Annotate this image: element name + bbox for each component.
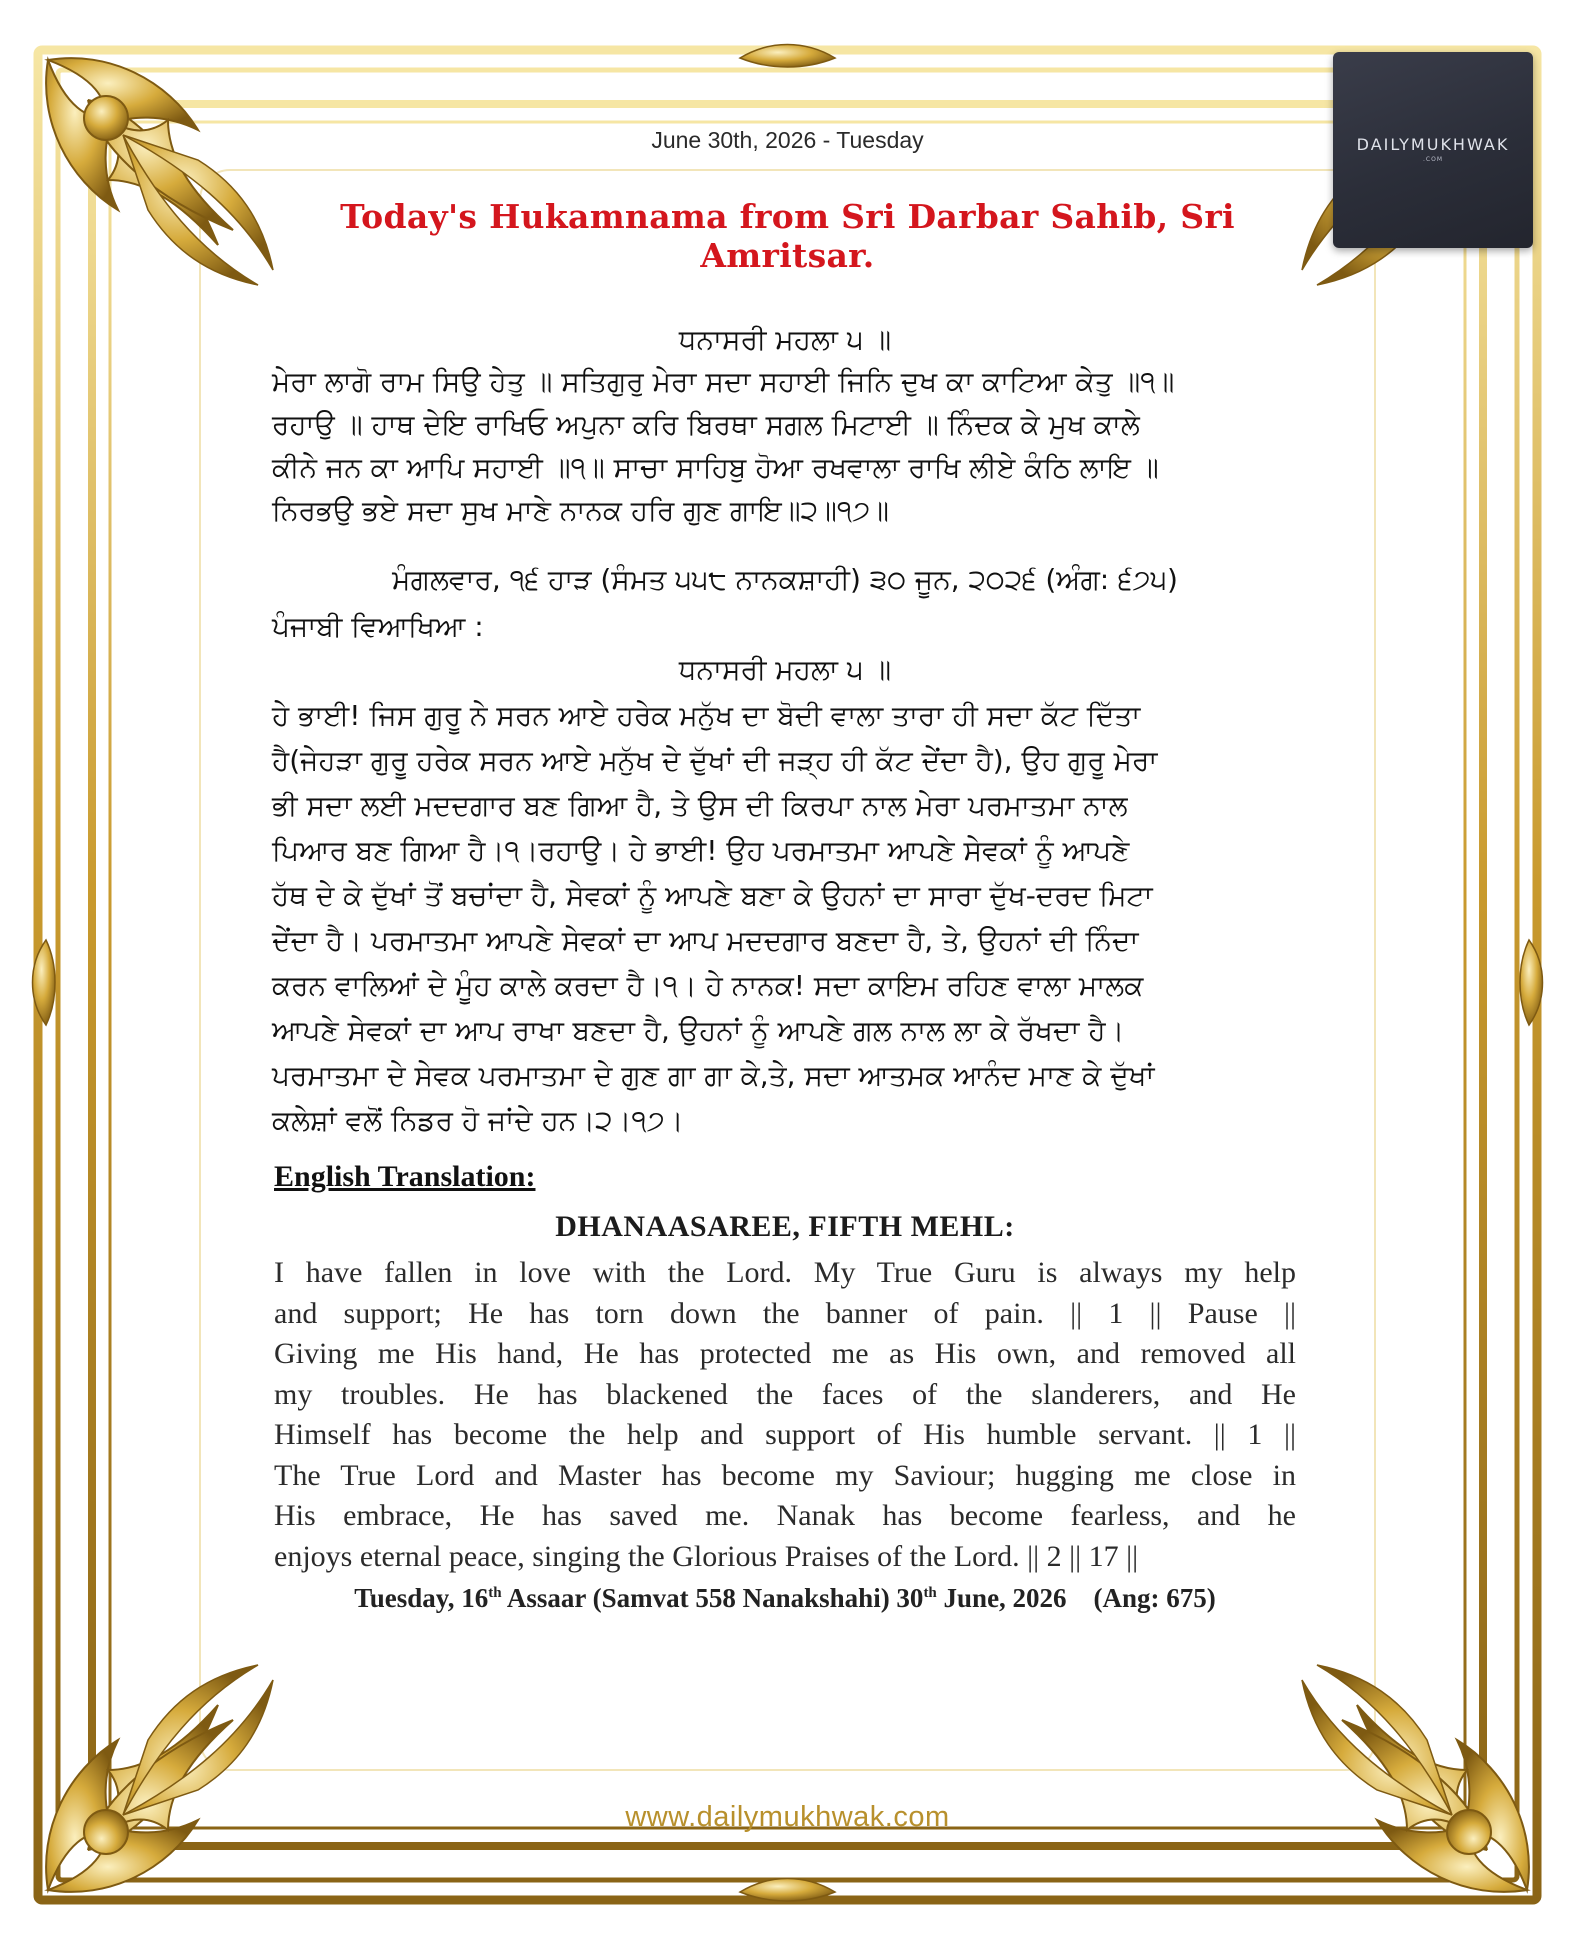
date-day: Tuesday, 16: [354, 1583, 489, 1613]
gurbani-heading: ਧਨਾਸਰੀ ਮਹਲਾ ੫ ॥: [678, 323, 892, 356]
explanation-line: ਹੈ(ਜੇਹੜਾ ਗੁਰੂ ਹਰੇਕ ਸਰਨ ਆਏ ਮਨੁੱਖ ਦੇ ਦੁੱਖਾਂ ਦੀ ਜੜ੍ਹ ਹੀ ਕੱਟ ਦੇਂਦਾ ਹੈ), ਉਹ ਗੁਰੂ ਮੇਰਾ: [272, 744, 1158, 777]
translation-line: enjoys eternal peace, singing the Glorious Praises of the Lord. || 2 || 17 ||: [274, 1539, 1139, 1573]
explanation-line: ਪਿਆਰ ਬਣ ਗਿਆ ਹੈ।੧।ਰਹਾਉ। ਹੇ ਭਾਈ! ਉਹ ਪਰਮਾਤਮਾ ਆਪਣੇ ਸੇਵਕਾਂ ਨੂੰ ਆਪਣੇ: [272, 834, 1130, 867]
translation-line: my troubles. He has blackened the faces of the slanderers, and He: [274, 1377, 1296, 1411]
explanation-line: ਦੇਂਦਾ ਹੈ। ਪਰਮਾਤਮਾ ਆਪਣੇ ਸੇਵਕਾਂ ਦਾ ਆਪ ਮਦਦਗਾਰ ਬਣਦਾ ਹੈ, ਤੇ, ਉਹਨਾਂ ਦੀ ਨਿੰਦਾ: [272, 924, 1139, 957]
date-mid-suffix: th: [923, 1585, 937, 1601]
english-heading: DHANAASAREE, FIFTH MEHL:: [555, 1210, 1015, 1243]
gurbani-line: ਮੇਰਾ ਲਾਗੋ ਰਾਮ ਸਿਉ ਹੇਤੁ ॥ ਸਤਿਗੁਰੁ ਮੇਰਾ ਸਦਾ ਸਹਾਈ ਜਿਨਿ ਦੁਖ ਕਾ ਕਾਟਿਆ ਕੇਤੁ ॥੧॥: [272, 365, 1175, 398]
logo-subtext: .COM: [1423, 156, 1443, 163]
punjabi-date-line: ਮੰਗਲਵਾਰ, ੧੬ ਹਾੜ (ਸੰਮਤ ੫੫੮ ਨਾਨਕਸ਼ਾਹੀ) ੩੦ ਜੂਨ, ੨੦੨੬ (ਅੰਗ: ੬੭੫): [392, 563, 1178, 596]
date-day-suffix: th: [488, 1585, 502, 1601]
explanation-line: ਕਰਨ ਵਾਲਿਆਂ ਦੇ ਮੂੰਹ ਕਾਲੇ ਕਰਦਾ ਹੈ।੧। ਹੇ ਨਾਨਕ! ਸਦਾ ਕਾਇਮ ਰਹਿਣ ਵਾਲਾ ਮਾਲਕ: [272, 969, 1144, 1002]
explanation-line: ਪਰਮਾਤਮਾ ਦੇ ਸੇਵਕ ਪਰਮਾਤਮਾ ਦੇ ਗੁਣ ਗਾ ਗਾ ਕੇ,ਤੇ, ਸਦਾ ਆਤਮਕ ਆਨੰਦ ਮਾਣ ਕੇ ਦੁੱਖਾਂ: [272, 1059, 1155, 1092]
gurbani-text: [272, 360, 1298, 532]
date-mid: Assaar (Samvat 558 Nanakshahi) 30: [501, 1583, 924, 1613]
page-title: Today's Hukamnama from Sri Darbar Sahib, Sri Amritsar.: [340, 197, 1235, 275]
explanation-line: ਭੀ ਸਦਾ ਲਈ ਮਦਦਗਾਰ ਬਣ ਗਿਆ ਹੈ, ਤੇ ਉਸ ਦੀ ਕਿਰਪਾ ਨਾਲ ਮੇਰਾ ਪਰਮਾਤਮਾ ਨਾਲ: [272, 789, 1128, 822]
translation-line: and support; He has torn down the banner of pain. || 1 || Pause ||: [274, 1296, 1296, 1330]
translation-line: Giving me His hand, He has protected me as His own, and removed all: [274, 1337, 1296, 1370]
translation-line: His embrace, He has saved me. Nanak has become fearless, and he: [274, 1499, 1296, 1532]
date-end: June, 2026 (Ang: 675): [936, 1583, 1216, 1613]
english-date-line: [274, 1583, 1296, 1614]
gurbani-line: ਨਿਰਭਉ ਭਏ ਸਦਾ ਸੁਖ ਮਾਣੇ ਨਾਨਕ ਹਰਿ ਗੁਣ ਗਾਇ॥੨॥੧੭॥: [272, 494, 890, 527]
explanation-line: ਆਪਣੇ ਸੇਵਕਾਂ ਦਾ ਆਪ ਰਾਖਾ ਬਣਦਾ ਹੈ, ਉਹਨਾਂ ਨੂੰ ਆਪਣੇ ਗਲ ਨਾਲ ਲਾ ਕੇ ਰੱਖਦਾ ਹੈ।: [272, 1014, 1125, 1047]
dailymukhwak-logo: [1333, 52, 1533, 248]
explanation-line: ਹੇ ਭਾਈ! ਜਿਸ ਗੁਰੂ ਨੇ ਸਰਨ ਆਏ ਹਰੇਕ ਮਨੁੱਖ ਦਾ ਬੋਦੀ ਵਾਲਾ ਤਾਰਾ ਹੀ ਸਦਾ ਕੱਟ ਦਿੱਤਾ: [272, 699, 1141, 732]
punjabi-explanation-text: [272, 693, 1298, 1143]
gurbani-line: ਕੀਨੇ ਜਨ ਕਾ ਆਪਿ ਸਹਾਈ ॥੧॥ ਸਾਚਾ ਸਾਹਿਬੁ ਹੋਆ ਰਖਵਾਲਾ ਰਾਖਿ ਲੀਏ ਕੰਠਿ ਲਾਇ ॥: [272, 451, 1159, 484]
explanation-heading: ਧਨਾਸਰੀ ਮਹਲਾ ੫ ॥: [678, 653, 892, 686]
translation-line: Himself has become the help and support of His humble servant. || 1 ||: [274, 1418, 1296, 1451]
english-translation-text: [274, 1253, 1296, 1577]
gurbani-line: ਰਹਾਉ ॥ ਹਾਥ ਦੇਇ ਰਾਖਿਓ ਅਪੁਨਾ ਕਰਿ ਬਿਰਥਾ ਸਗਲ ਮਿਟਾਈ ॥ ਨਿੰਦਕ ਕੇ ਮੁਖ ਕਾਲੇ: [272, 408, 1140, 441]
translation-line: I have fallen in love with the Lord. My True Guru is always my help: [274, 1256, 1296, 1289]
translation-line: The True Lord and Master has become my Saviour; hugging me close in: [274, 1458, 1296, 1492]
explanation-line: ਹੱਥ ਦੇ ਕੇ ਦੁੱਖਾਂ ਤੋਂ ਬਚਾਂਦਾ ਹੈ, ਸੇਵਕਾਂ ਨੂੰ ਆਪਣੇ ਬਣਾ ਕੇ ਉਹਨਾਂ ਦਾ ਸਾਰਾ ਦੁੱਖ-ਦਰਦ ਮਿਟਾ: [272, 879, 1153, 912]
website-link[interactable]: www.dailymukhwak.com: [625, 1801, 950, 1833]
explanation-line: ਕਲੇਸ਼ਾਂ ਵਲੋਂ ਨਿਡਰ ਹੋ ਜਾਂਦੇ ਹਨ।੨।੧੭।: [272, 1104, 684, 1137]
logo-text: DAILYMUKHWAK: [1356, 135, 1510, 154]
english-translation-label: English Translation:: [274, 1160, 536, 1193]
date-line: June 30th, 2026 - Tuesday: [651, 127, 924, 153]
punjabi-explanation-label: ਪੰਜਾਬੀ ਵਿਆਖਿਆ :: [272, 610, 484, 643]
